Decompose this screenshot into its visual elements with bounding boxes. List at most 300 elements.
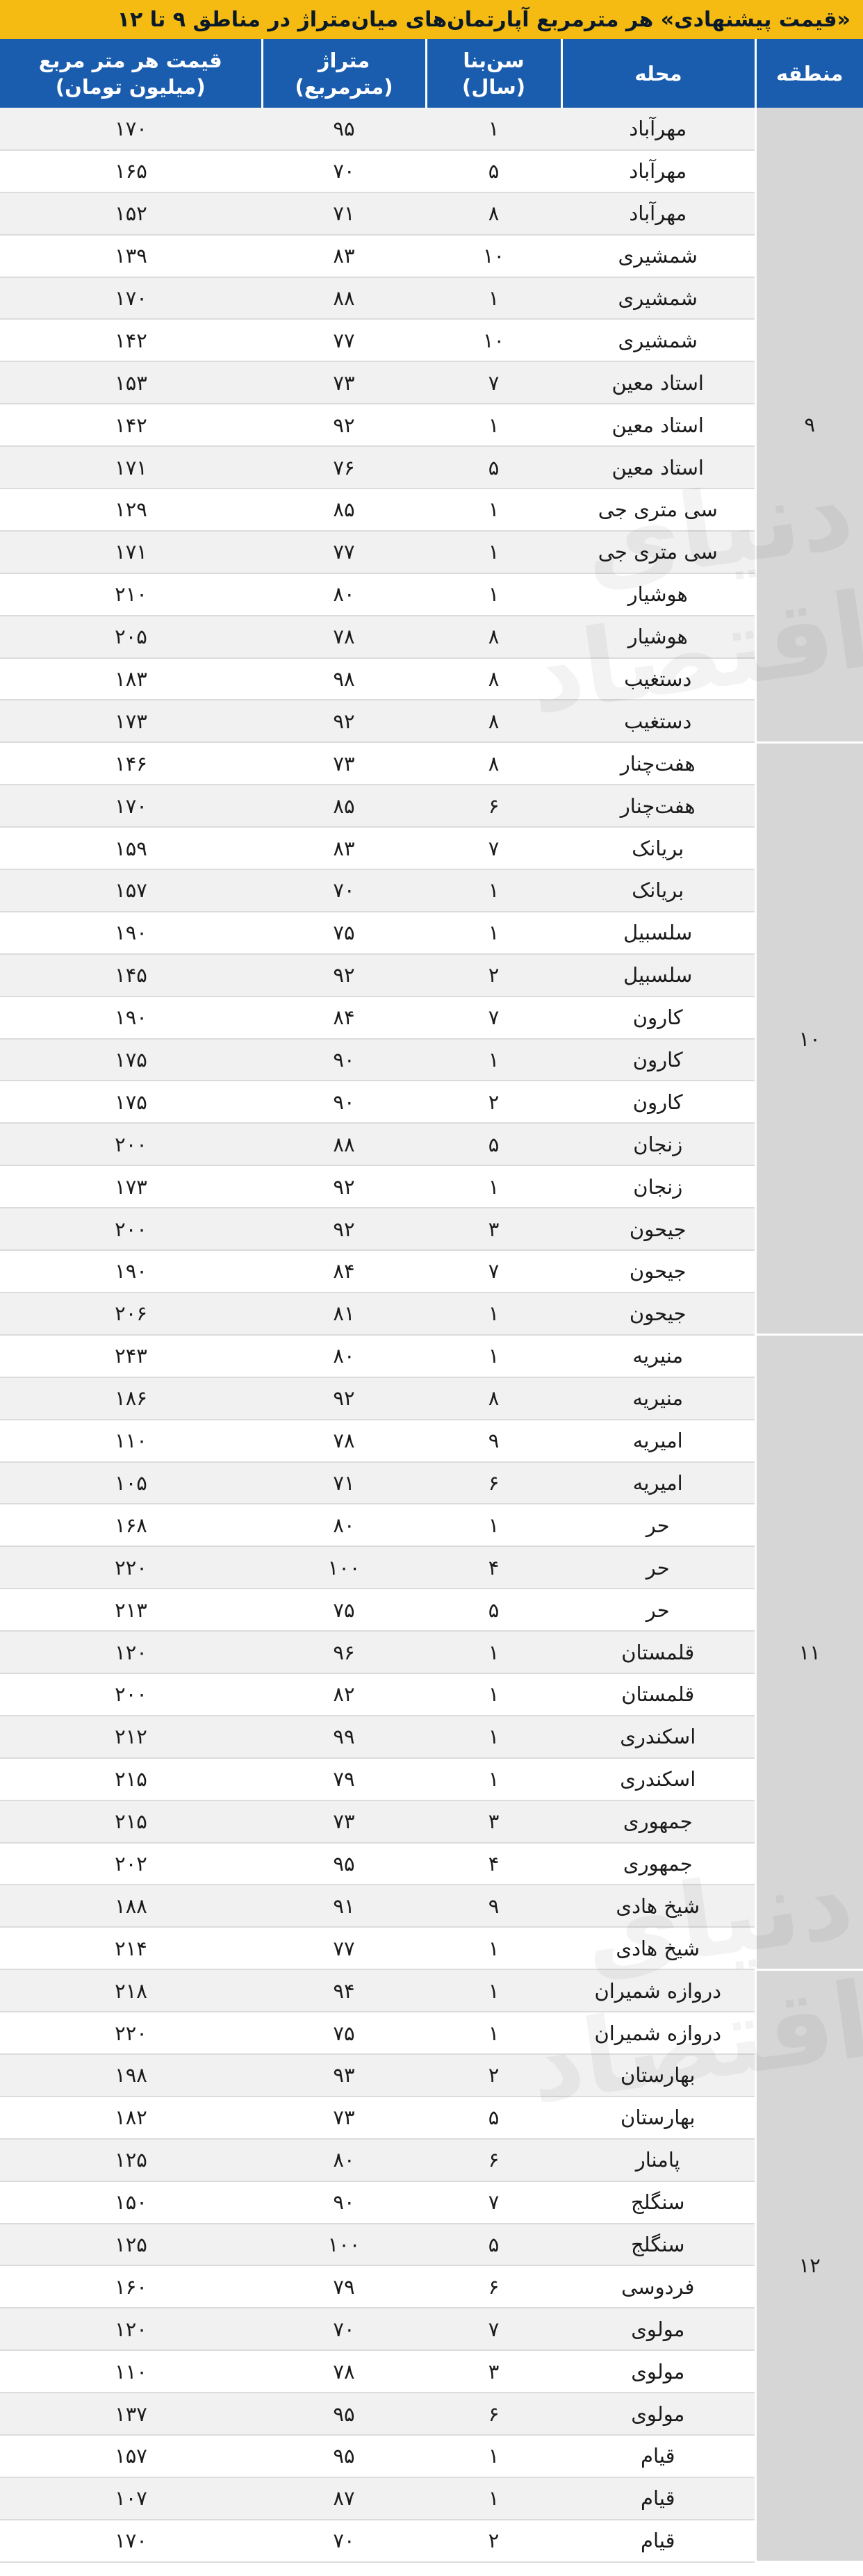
price-cell: ۱۷۵: [0, 1081, 262, 1123]
table-row: [0, 1377, 863, 1420]
table-row: [0, 954, 863, 996]
header-neighborhood: محله: [561, 39, 755, 108]
area-cell: ۹۵: [262, 2393, 426, 2435]
area-cell: ۸۴: [262, 996, 426, 1039]
price-cell: ۱۳۷: [0, 2393, 262, 2435]
price-cell: ۱۴۲: [0, 319, 262, 361]
neighborhood-cell: سی متری جی: [561, 489, 755, 531]
table-row: [0, 1081, 863, 1123]
table-row: [0, 2520, 863, 2562]
price-cell: ۲۲۰: [0, 1546, 262, 1589]
area-cell: ۹۱: [262, 1885, 426, 1927]
table-row: [0, 1208, 863, 1250]
area-cell: ۷۳: [262, 742, 426, 785]
area-cell: ۹۰: [262, 1039, 426, 1081]
building-age-cell: ۱: [426, 1165, 561, 1208]
neighborhood-cell: دروازه شمیران: [561, 1969, 755, 2012]
area-cell: ۷۷: [262, 319, 426, 361]
neighborhood-cell: شمشیری: [561, 235, 755, 277]
table-row: [0, 1504, 863, 1546]
building-age-cell: ۷: [426, 2308, 561, 2350]
area-cell: ۷۵: [262, 912, 426, 954]
area-cell: ۹۲: [262, 404, 426, 446]
price-cell: ۲۴۳: [0, 1335, 262, 1377]
table-row: [0, 2224, 863, 2266]
table-row: [0, 658, 863, 700]
area-cell: ۸۸: [262, 1123, 426, 1165]
price-cell: ۱۲۵: [0, 2224, 262, 2266]
table-row: [0, 150, 863, 192]
neighborhood-cell: زنجان: [561, 1123, 755, 1165]
building-age-cell: ۱: [426, 1504, 561, 1546]
table-row: [0, 1293, 863, 1335]
neighborhood-cell: جمهوری: [561, 1843, 755, 1885]
price-cell: ۱۸۶: [0, 1377, 262, 1420]
building-age-cell: ۹: [426, 1885, 561, 1927]
building-age-cell: ۱: [426, 1927, 561, 1969]
table-row: [0, 1165, 863, 1208]
neighborhood-cell: امیریه: [561, 1420, 755, 1462]
neighborhood-cell: شیخ هادی: [561, 1927, 755, 1969]
table-row: [0, 700, 863, 742]
neighborhood-cell: دروازه شمیران: [561, 2012, 755, 2054]
price-table: [0, 39, 863, 2563]
area-cell: ۷۵: [262, 2012, 426, 2054]
area-cell: ۷۸: [262, 616, 426, 658]
building-age-cell: ۱: [426, 1716, 561, 1758]
neighborhood-cell: دستغیب: [561, 700, 755, 742]
building-age-cell: ۳: [426, 1208, 561, 1250]
price-cell: ۱۷۳: [0, 700, 262, 742]
price-cell: ۱۷۵: [0, 1039, 262, 1081]
building-age-cell: ۵: [426, 2224, 561, 2266]
table-row: [0, 2435, 863, 2477]
price-cell: ۱۹۸: [0, 2054, 262, 2097]
area-cell: ۷۹: [262, 1758, 426, 1800]
neighborhood-cell: حر: [561, 1504, 755, 1546]
neighborhood-cell: مهرآباد: [561, 108, 755, 150]
area-cell: ۷۰: [262, 150, 426, 192]
neighborhood-cell: منیریه: [561, 1377, 755, 1420]
header-area-line1: متراژ: [318, 48, 370, 72]
header-area-line2: (مترمربع): [295, 74, 393, 99]
neighborhood-cell: هوشیار: [561, 573, 755, 616]
table-row: [0, 1420, 863, 1462]
building-age-cell: ۲: [426, 1081, 561, 1123]
price-cell: ۲۲۰: [0, 2012, 262, 2054]
table-row: [0, 912, 863, 954]
building-age-cell: ۱: [426, 2012, 561, 2054]
price-cell: ۱۵۰: [0, 2181, 262, 2224]
area-cell: ۷۰: [262, 2520, 426, 2562]
neighborhood-cell: قلمستان: [561, 1673, 755, 1716]
neighborhood-cell: سنگلج: [561, 2181, 755, 2224]
price-cell: ۲۰۰: [0, 1673, 262, 1716]
price-cell: ۱۴۵: [0, 954, 262, 996]
table-row: [0, 1716, 863, 1758]
price-cell: ۱۶۵: [0, 150, 262, 192]
area-cell: ۷۱: [262, 192, 426, 235]
building-age-cell: ۵: [426, 1589, 561, 1631]
neighborhood-cell: اسکندری: [561, 1758, 755, 1800]
building-age-cell: ۵: [426, 150, 561, 192]
neighborhood-cell: مولوی: [561, 2393, 755, 2435]
neighborhood-cell: استاد معین: [561, 361, 755, 404]
neighborhood-cell: سلسبیل: [561, 954, 755, 996]
price-cell: ۱۸۳: [0, 658, 262, 700]
neighborhood-cell: شیخ هادی: [561, 1885, 755, 1927]
region-cell: ۹: [755, 108, 863, 742]
area-cell: ۸۲: [262, 1673, 426, 1716]
area-cell: ۷۳: [262, 2097, 426, 2139]
table-row: [0, 1927, 863, 1969]
table-body: [0, 108, 863, 2562]
table-row: [0, 235, 863, 277]
price-cell: ۱۷۱: [0, 446, 262, 489]
neighborhood-cell: سی متری جی: [561, 531, 755, 573]
area-cell: ۸۵: [262, 785, 426, 827]
building-age-cell: ۱: [426, 1039, 561, 1081]
neighborhood-cell: شمشیری: [561, 319, 755, 361]
price-cell: ۲۰۲: [0, 1843, 262, 1885]
neighborhood-cell: استاد معین: [561, 404, 755, 446]
area-cell: ۸۳: [262, 827, 426, 869]
price-cell: ۲۱۸: [0, 1969, 262, 2012]
building-age-cell: ۱: [426, 869, 561, 912]
area-cell: ۸۸: [262, 277, 426, 320]
neighborhood-cell: فردوسی: [561, 2265, 755, 2308]
building-age-cell: ۲: [426, 954, 561, 996]
region-cell: ۱۱: [755, 1335, 863, 1969]
building-age-cell: ۳: [426, 2350, 561, 2393]
building-age-cell: ۸: [426, 192, 561, 235]
price-cell: ۲۱۴: [0, 1927, 262, 1969]
neighborhood-cell: بریانک: [561, 827, 755, 869]
neighborhood-cell: سنگلج: [561, 2224, 755, 2266]
price-cell: ۱۹۰: [0, 996, 262, 1039]
building-age-cell: ۵: [426, 446, 561, 489]
building-age-cell: ۱: [426, 1631, 561, 1673]
table-row: [0, 1800, 863, 1843]
table-row: [0, 1758, 863, 1800]
table-row: [0, 1123, 863, 1165]
building-age-cell: ۴: [426, 1546, 561, 1589]
table-row: [0, 404, 863, 446]
table-row: [0, 2181, 863, 2224]
table-row: [0, 446, 863, 489]
area-cell: ۷۷: [262, 1927, 426, 1969]
neighborhood-cell: مولوی: [561, 2350, 755, 2393]
table-row: [0, 1462, 863, 1504]
area-cell: ۷۱: [262, 1462, 426, 1504]
area-cell: ۷۰: [262, 2308, 426, 2350]
table-row: [0, 2139, 863, 2181]
area-cell: ۸۴: [262, 1250, 426, 1293]
building-age-cell: ۶: [426, 785, 561, 827]
table-row: [0, 2012, 863, 2054]
area-cell: ۹۴: [262, 1969, 426, 2012]
area-cell: ۹۵: [262, 1843, 426, 1885]
building-age-cell: ۸: [426, 742, 561, 785]
area-cell: ۷۰: [262, 869, 426, 912]
price-cell: ۱۰۵: [0, 1462, 262, 1504]
neighborhood-cell: قیام: [561, 2477, 755, 2520]
area-cell: ۹۸: [262, 658, 426, 700]
area-cell: ۷۹: [262, 2265, 426, 2308]
neighborhood-cell: کارون: [561, 1081, 755, 1123]
region-cell: ۱۲: [755, 1969, 863, 2561]
area-cell: ۸۷: [262, 2477, 426, 2520]
table-row: [0, 1969, 863, 2012]
table-row: [0, 2054, 863, 2097]
table-row: [0, 573, 863, 616]
price-cell: ۱۱۰: [0, 2350, 262, 2393]
table-row: [0, 827, 863, 869]
building-age-cell: ۷: [426, 2181, 561, 2224]
price-cell: ۱۶۰: [0, 2265, 262, 2308]
table-row: [0, 2477, 863, 2520]
table-row: [0, 1250, 863, 1293]
building-age-cell: ۱: [426, 2477, 561, 2520]
building-age-cell: ۱: [426, 108, 561, 150]
price-cell: ۱۷۰: [0, 277, 262, 320]
building-age-cell: ۱: [426, 573, 561, 616]
area-cell: ۷۳: [262, 1800, 426, 1843]
table-row: [0, 1843, 863, 1885]
price-cell: ۱۳۹: [0, 235, 262, 277]
table-row: [0, 277, 863, 320]
building-age-cell: ۱: [426, 1293, 561, 1335]
price-cell: ۱۵۲: [0, 192, 262, 235]
price-cell: ۲۱۲: [0, 1716, 262, 1758]
building-age-cell: ۹: [426, 1420, 561, 1462]
neighborhood-cell: بهارستان: [561, 2097, 755, 2139]
table-row: [0, 1335, 863, 1377]
price-cell: ۱۵۳: [0, 361, 262, 404]
header-price-line1: قیمت هر متر مربع: [38, 48, 222, 72]
price-cell: ۱۱۰: [0, 1420, 262, 1462]
building-age-cell: ۱: [426, 1335, 561, 1377]
neighborhood-cell: بهارستان: [561, 2054, 755, 2097]
building-age-cell: ۴: [426, 1843, 561, 1885]
table-row: [0, 1546, 863, 1589]
area-cell: ۸۰: [262, 573, 426, 616]
table-row: [0, 2265, 863, 2308]
building-age-cell: ۷: [426, 1250, 561, 1293]
building-age-cell: ۷: [426, 827, 561, 869]
price-cell: ۲۱۵: [0, 1800, 262, 1843]
neighborhood-cell: مولوی: [561, 2308, 755, 2350]
building-age-cell: ۸: [426, 700, 561, 742]
price-cell: ۱۷۰: [0, 2520, 262, 2562]
neighborhood-cell: جیحون: [561, 1293, 755, 1335]
table-row: [0, 1885, 863, 1927]
neighborhood-cell: کارون: [561, 996, 755, 1039]
page-title: «قیمت پیشنهادی» هر مترمربع آپارتمان‌های میان‌متراژ در مناطق ۹ تا ۱۲: [0, 0, 863, 39]
building-age-cell: ۶: [426, 2393, 561, 2435]
table-row: [0, 1039, 863, 1081]
neighborhood-cell: جیحون: [561, 1250, 755, 1293]
header-building-age-line2: (سال): [461, 74, 526, 99]
building-age-cell: ۱: [426, 1758, 561, 1800]
neighborhood-cell: حر: [561, 1589, 755, 1631]
neighborhood-cell: زنجان: [561, 1165, 755, 1208]
neighborhood-cell: شمشیری: [561, 277, 755, 320]
area-cell: ۱۰۰: [262, 2224, 426, 2266]
neighborhood-cell: اسکندری: [561, 1716, 755, 1758]
price-cell: ۱۵۹: [0, 827, 262, 869]
area-cell: ۹۰: [262, 1081, 426, 1123]
region-cell: ۱۰: [755, 742, 863, 1334]
neighborhood-cell: هفت‌چنار: [561, 742, 755, 785]
neighborhood-cell: مهرآباد: [561, 192, 755, 235]
area-cell: ۹۰: [262, 2181, 426, 2224]
neighborhood-cell: کارون: [561, 1039, 755, 1081]
price-cell: ۲۱۰: [0, 573, 262, 616]
area-cell: ۹۳: [262, 2054, 426, 2097]
building-age-cell: ۱: [426, 531, 561, 573]
price-cell: ۱۲۰: [0, 1631, 262, 1673]
price-cell: ۱۸۲: [0, 2097, 262, 2139]
building-age-cell: ۱: [426, 277, 561, 320]
table-row: [0, 2393, 863, 2435]
building-age-cell: ۱: [426, 489, 561, 531]
area-cell: ۷۶: [262, 446, 426, 489]
price-cell: ۱۷۳: [0, 1165, 262, 1208]
neighborhood-cell: امیریه: [561, 1462, 755, 1504]
price-cell: ۱۷۰: [0, 108, 262, 150]
area-cell: ۷۵: [262, 1589, 426, 1631]
area-cell: ۸۵: [262, 489, 426, 531]
table-row: [0, 742, 863, 785]
table-row: [0, 869, 863, 912]
building-age-cell: ۷: [426, 996, 561, 1039]
neighborhood-cell: حر: [561, 1546, 755, 1589]
area-cell: ۷۸: [262, 1420, 426, 1462]
area-cell: ۹۶: [262, 1631, 426, 1673]
neighborhood-cell: بریانک: [561, 869, 755, 912]
building-age-cell: ۸: [426, 1377, 561, 1420]
building-age-cell: ۶: [426, 2139, 561, 2181]
area-cell: ۹۲: [262, 700, 426, 742]
price-cell: ۲۰۰: [0, 1123, 262, 1165]
building-age-cell: ۱۰: [426, 319, 561, 361]
area-cell: ۹۹: [262, 1716, 426, 1758]
building-age-cell: ۸: [426, 658, 561, 700]
price-cell: ۱۷۰: [0, 785, 262, 827]
price-cell: ۱۰۷: [0, 2477, 262, 2520]
area-cell: ۹۵: [262, 108, 426, 150]
area-cell: ۷۸: [262, 2350, 426, 2393]
building-age-cell: ۱: [426, 1673, 561, 1716]
building-age-cell: ۸: [426, 616, 561, 658]
area-cell: ۷۷: [262, 531, 426, 573]
price-cell: ۱۵۷: [0, 869, 262, 912]
neighborhood-cell: هوشیار: [561, 616, 755, 658]
building-age-cell: ۱: [426, 2435, 561, 2477]
table-row: [0, 1673, 863, 1716]
price-cell: ۱۷۱: [0, 531, 262, 573]
neighborhood-cell: پامنار: [561, 2139, 755, 2181]
area-cell: ۸۳: [262, 235, 426, 277]
table-row: [0, 2308, 863, 2350]
price-cell: ۱۲۵: [0, 2139, 262, 2181]
table-row: [0, 616, 863, 658]
neighborhood-cell: جمهوری: [561, 1800, 755, 1843]
header-region: منطقه: [755, 39, 863, 108]
table-row: [0, 319, 863, 361]
price-cell: ۱۹۰: [0, 912, 262, 954]
area-cell: ۸۱: [262, 1293, 426, 1335]
table-row: [0, 2097, 863, 2139]
area-cell: ۱۰۰: [262, 1546, 426, 1589]
table-row: [0, 489, 863, 531]
price-cell: ۱۸۸: [0, 1885, 262, 1927]
price-cell: ۱۵۷: [0, 2435, 262, 2477]
neighborhood-cell: قیام: [561, 2435, 755, 2477]
price-cell: ۱۶۸: [0, 1504, 262, 1546]
table-row: [0, 192, 863, 235]
building-age-cell: ۱: [426, 1969, 561, 2012]
neighborhood-cell: قیام: [561, 2520, 755, 2562]
table-row: [0, 361, 863, 404]
neighborhood-cell: دستغیب: [561, 658, 755, 700]
table-row: [0, 531, 863, 573]
building-age-cell: ۱: [426, 404, 561, 446]
header-price-line2: (میلیون تومان): [55, 74, 206, 99]
price-cell: ۱۴۲: [0, 404, 262, 446]
neighborhood-cell: جیحون: [561, 1208, 755, 1250]
area-cell: ۹۲: [262, 954, 426, 996]
table-row: [0, 108, 863, 150]
price-cell: ۲۱۳: [0, 1589, 262, 1631]
table-row: [0, 2350, 863, 2393]
neighborhood-cell: منیریه: [561, 1335, 755, 1377]
area-cell: ۹۲: [262, 1208, 426, 1250]
table-header-row: [0, 39, 863, 108]
building-age-cell: ۱۰: [426, 235, 561, 277]
area-cell: ۷۳: [262, 361, 426, 404]
building-age-cell: ۵: [426, 2097, 561, 2139]
table-row: [0, 785, 863, 827]
building-age-cell: ۲: [426, 2520, 561, 2562]
table-row: [0, 996, 863, 1039]
building-age-cell: ۱: [426, 912, 561, 954]
neighborhood-cell: مهرآباد: [561, 150, 755, 192]
header-building-age-line1: سن‌بنا: [463, 48, 525, 72]
neighborhood-cell: هفت‌چنار: [561, 785, 755, 827]
neighborhood-cell: استاد معین: [561, 446, 755, 489]
price-cell: ۲۰۵: [0, 616, 262, 658]
price-cell: ۲۰۶: [0, 1293, 262, 1335]
table-row: [0, 1589, 863, 1631]
area-cell: ۹۵: [262, 2435, 426, 2477]
header-price: [0, 39, 262, 108]
area-cell: ۹۲: [262, 1377, 426, 1420]
area-cell: ۸۰: [262, 1335, 426, 1377]
table-row: [0, 1631, 863, 1673]
price-cell: ۱۲۹: [0, 489, 262, 531]
header-building-age: [426, 39, 561, 108]
building-age-cell: ۲: [426, 2054, 561, 2097]
building-age-cell: ۷: [426, 361, 561, 404]
building-age-cell: ۶: [426, 1462, 561, 1504]
neighborhood-cell: قلمستان: [561, 1631, 755, 1673]
price-cell: ۲۰۰: [0, 1208, 262, 1250]
building-age-cell: ۳: [426, 1800, 561, 1843]
building-age-cell: ۶: [426, 2265, 561, 2308]
price-cell: ۱۲۰: [0, 2308, 262, 2350]
